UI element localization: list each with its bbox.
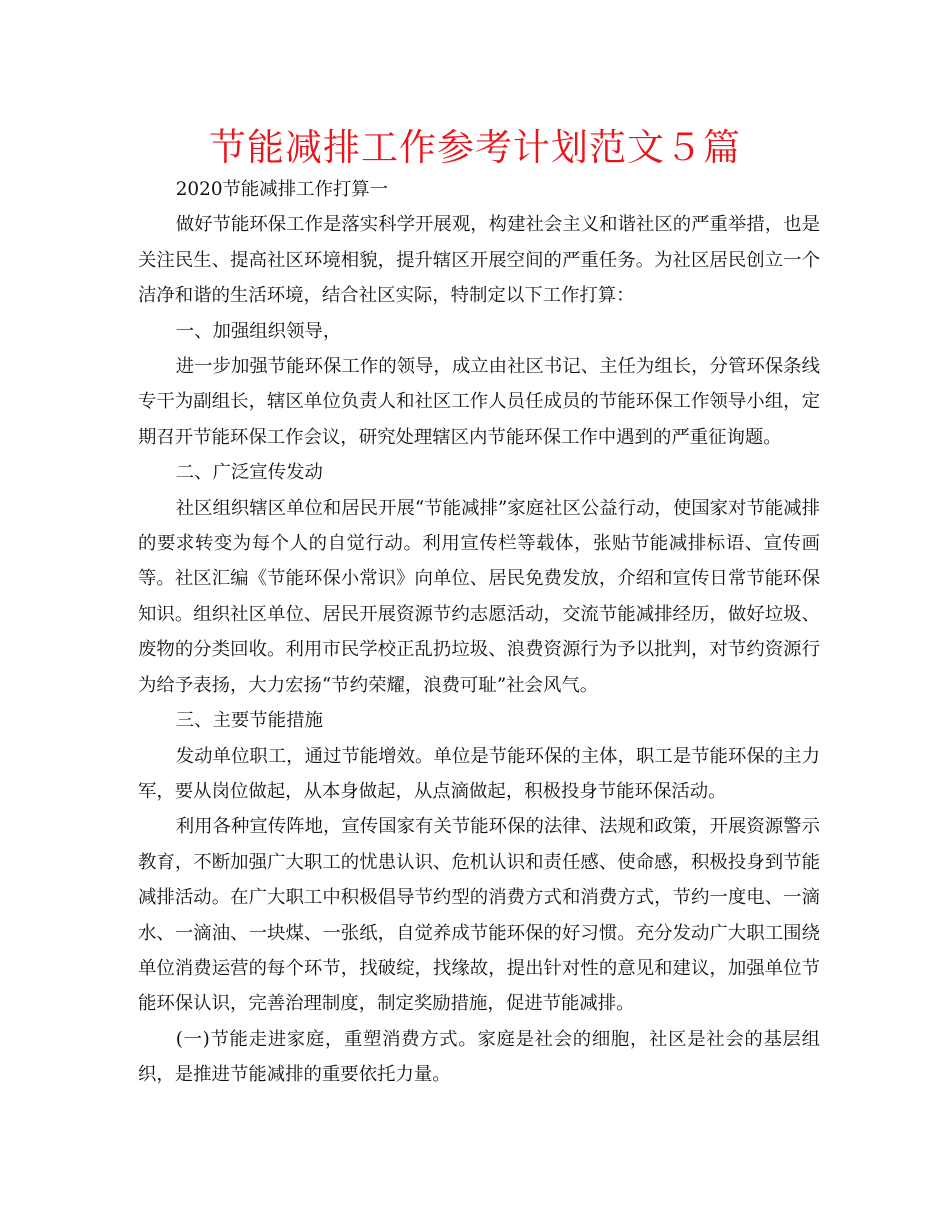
paragraph-subtitle: 2020节能减排工作打算一 — [175, 179, 389, 200]
paragraph: 利用各种宣传阵地，宣传国家有关节能环保的法律、法规和政策，开展资源警示教育，不断加强广大职工的忧患认识、危机认识和责任感、使命感，积极投身到节能减排活动。在广大职工中积极倡导节约型的消费方式和消费方式，节约一度电、一滴水、一滴油、一块煤、一张纸，自觉养成节能环保的好习惯。充分发动广大职工围绕单位消费运营的每个环节，找破绽，找缘故，提出针对性的意见和建议，加强单位节能环保认识，完善治理制度，制定奖励措施，促进节能减排。 — [138, 816, 820, 1015]
paragraph: 社区组织辖区单位和居民开展“节能减排”家庭社区公益行动，使国家对节能减排的要求转变为每个人的自觉行动。利用宣传栏等载体，张贴节能减排标语、宣传画等。社区汇编《节能环保小常识》向单位、居民免费发放，介绍和宣传日常节能环保知识。组织社区单位、居民开展资源节约志愿活动，交流节能减排经历，做好垃圾、废物的分类回收。利用市民学校正乱扔垃圾、浪费资源行为予以批判，对节约资源行为给予表扬，大力宏扬“节约荣耀，浪费可耻”社会风气。 — [138, 497, 820, 696]
document-title: 节能减排工作参考计划范文５篇 — [209, 126, 741, 169]
section-heading: 二、广泛宣传发动 — [175, 462, 323, 484]
section-heading: 一、加强组织领导， — [175, 320, 342, 342]
paragraph: 进一步加强节能环保工作的领导，成立由社区书记、主任为组长，分管环保条线专干为副组长，辖区单位负责人和社区工作人员任成员的节能环保工作领导小组，定期召开节能环保工作会议，研究处理辖区内节能环保工作中遇到的严重征询题。 — [138, 356, 820, 448]
paragraph: (一)节能走进家庭，重塑消费方式。家庭是社会的细胞，社区是社会的基层组织，是推进节能减排的重要依托力量。 — [138, 1028, 820, 1086]
paragraph: 做好节能环保工作是落实科学开展观，构建社会主义和谐社区的严重举措，也是关注民生、提高社区环境相貌，提升辖区开展空间的严重任务。为社区居民创立一个洁净和谐的生活环境，结合社区实际，特制定以下工作打算： — [138, 214, 820, 307]
document-body — [138, 172, 820, 1093]
paragraph: 发动单位职工，通过节能增效。单位是节能环保的主体，职工是节能环保的主力军，要从岗位做起，从本身做起，从点滴做起，积极投身节能环保活动。 — [138, 745, 820, 802]
section-heading: 三、主要节能措施 — [175, 710, 323, 732]
